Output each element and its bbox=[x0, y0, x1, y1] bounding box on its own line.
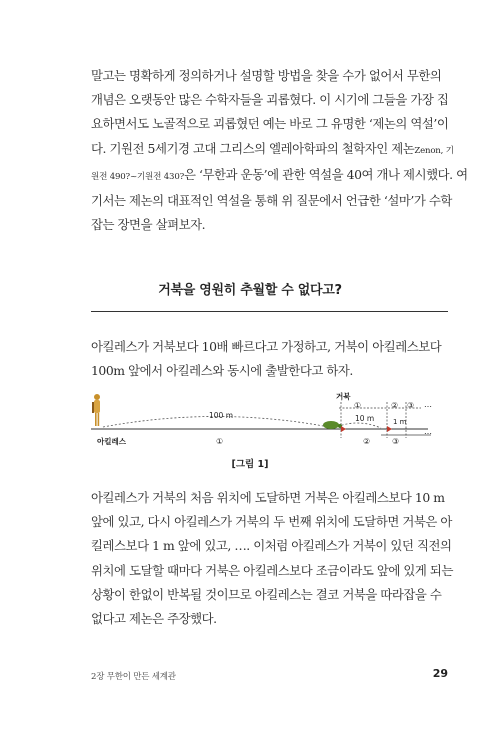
text-line bbox=[91, 137, 454, 163]
text-line: 앞에 있고, 다시 아킬레스가 거북의 두 번째 위치에 도달하면 거북은 아 bbox=[91, 514, 452, 530]
text-line: 없다고 제논은 주장했다. bbox=[91, 611, 217, 627]
text-span: 은 ‘무한과 운동’에 관한 역설을 40여 개나 제시했다. 여 bbox=[184, 166, 468, 182]
marker-1-top: ① bbox=[354, 401, 362, 410]
text-line: 위치에 도달할 때마다 거북은 아킬레스보다 조금이라도 앞에 있게 되는 bbox=[91, 562, 453, 578]
text-span: 다. 기원전 5세기경 고대 그리스의 엘레아학파의 철학자인 제논 bbox=[91, 140, 415, 156]
marker-3-bottom: ③ bbox=[392, 437, 400, 446]
annotation-small: Zenon, 기 bbox=[414, 145, 454, 156]
text-line: 100m 앞에서 아킬레스와 동시에 출발한다고 하자. bbox=[91, 363, 353, 379]
marker-2-top: ② bbox=[391, 401, 399, 410]
dots-top: … bbox=[424, 400, 432, 409]
text-line: 아킬레스가 거북보다 10배 빠르다고 가정하고, 거북이 아킬레스보다 bbox=[91, 339, 442, 354]
arrow-icon bbox=[387, 426, 392, 432]
section-heading: 거북을 영원히 추월할 수 없다고? bbox=[158, 283, 342, 298]
text-line: 요하면서도 노골적으로 괴롭혔던 예는 바로 그 유명한 ‘제논의 역설’이 bbox=[91, 116, 449, 132]
body-paragraph-1 bbox=[91, 64, 468, 237]
achilles-turtle-figure bbox=[91, 392, 448, 448]
text-line: 개념은 오랫동안 많은 수학자들을 괴롭혔다. 이 시기에 그들을 가장 집 bbox=[91, 92, 449, 108]
text-line: 잡는 장면을 살펴보자. bbox=[91, 217, 206, 233]
text-line: 상황이 한없이 반복될 것이므로 아킬레스는 결코 거북을 따라잡을 수 bbox=[91, 586, 442, 602]
text-line: 말고는 명확하게 정의하거나 설명할 방법을 찾을 수가 없어서 무한의 bbox=[91, 68, 442, 83]
achilles-figure-icon bbox=[92, 394, 100, 426]
body-paragraph-2 bbox=[91, 335, 448, 383]
heading-rule bbox=[91, 311, 448, 312]
page-number: 29 bbox=[432, 667, 448, 680]
marker-1-bottom: ① bbox=[216, 437, 224, 446]
achilles-label: 아킬레스 bbox=[97, 437, 126, 446]
body-paragraph-3 bbox=[91, 486, 453, 631]
text-line bbox=[91, 163, 468, 189]
figure-caption: [그림 1] bbox=[231, 459, 269, 470]
text-line: 킬레스보다 1 m 앞에 있고, …. 이처럼 아킬레스가 거북이 있던 직전의 bbox=[91, 538, 452, 554]
distance-1m-label: 1 m bbox=[393, 418, 407, 426]
dots-bottom: … bbox=[424, 427, 432, 436]
marker-2-bottom: ② bbox=[363, 437, 371, 446]
annotation-small: 원전 490?~기원전 430? bbox=[91, 171, 184, 182]
distance-100m-label: 100 m bbox=[209, 411, 234, 420]
running-footer: 2장 무한이 만든 세계관 bbox=[91, 672, 176, 682]
distance-10m-label: 10 m bbox=[355, 414, 375, 423]
text-line: 아킬레스가 거북의 처음 위치에 도달하면 거북은 아킬레스보다 10 m bbox=[91, 490, 445, 505]
marker-3-top: ③ bbox=[407, 401, 415, 410]
turtle-icon bbox=[323, 421, 342, 429]
turtle-label: 거북 bbox=[336, 392, 351, 401]
text-line: 기서는 제논의 대표적인 역설을 통해 위 질문에서 언급한 ‘설마’가 수학 bbox=[91, 193, 452, 209]
arrow-icon bbox=[341, 426, 346, 432]
